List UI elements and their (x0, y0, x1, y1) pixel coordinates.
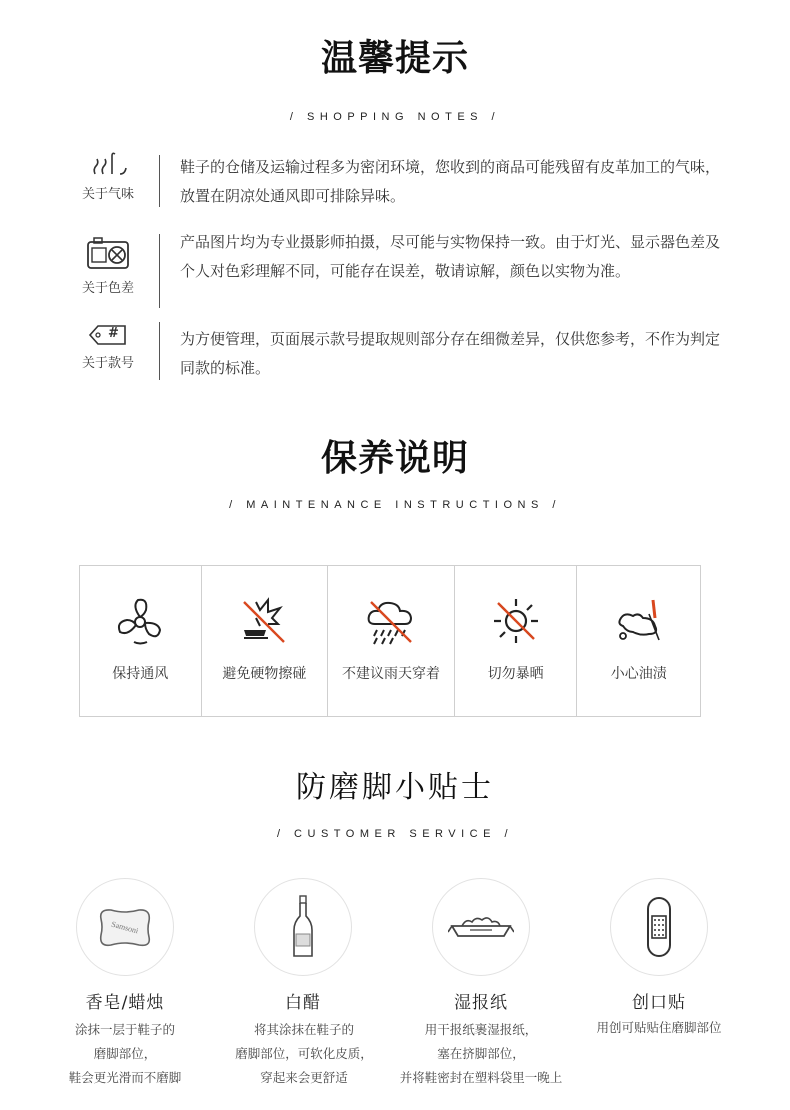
maintenance-title: 保养说明 (320, 438, 469, 479)
maintenance-label: 避免硬物擦碰 (222, 666, 307, 682)
fan-icon (114, 596, 166, 646)
shopping-notes-subtitle: / SHOPPING NOTES / (289, 111, 501, 123)
maintenance-item-no-bump (202, 566, 329, 716)
note-label-smell: 关于气味 (81, 187, 134, 202)
tag-icon (88, 324, 128, 346)
shopping-notes-title: 温馨提示 (320, 38, 469, 79)
tips-title: 防磨脚小贴士 (296, 770, 494, 805)
tip-desc-line: 穿起来会更舒适 (260, 1070, 348, 1085)
camera-icon (86, 236, 132, 270)
maintenance-item-no-rain (328, 566, 455, 716)
tag-symbol: # (108, 326, 119, 341)
note-text-sku: 为方便管理，页面展示款号提取规则部分存在细微差异，仅供您参考，不作为判定同款的标准。 (180, 330, 721, 377)
note-text-color: 产品图片均为专业摄影师拍摄，尽可能与实物保持一致。由于灯光、显示器色差及个人对色彩理解不同，可能存在误差，敬请谅解，颜色以实物为准。 (180, 233, 721, 280)
tip-desc-line: 将其涂抹在鞋子的 (253, 1022, 354, 1037)
maintenance-label: 小心油渍 (610, 666, 667, 682)
tips-subtitle: / CUSTOMER SERVICE / (276, 828, 514, 840)
tip-desc-line: 用干报纸裹湿报纸， (424, 1022, 538, 1037)
no-bump-icon (238, 596, 290, 646)
tip-desc (559, 1016, 759, 1040)
note-divider (159, 155, 160, 207)
vinegar-bottle-icon (254, 878, 352, 976)
tip-desc-line: 用创可贴贴住磨脚部位 (596, 1020, 722, 1035)
no-rain-icon (365, 596, 417, 646)
maintenance-item-ventilate (80, 566, 202, 716)
tip-title: 白醋 (285, 993, 321, 1013)
tip-desc (204, 1018, 404, 1090)
tip-desc (25, 1018, 225, 1090)
tip-desc (381, 1018, 581, 1090)
maintenance-item-no-sun (455, 566, 578, 716)
bandage-icon (610, 878, 708, 976)
tip-title: 香皂/蜡烛 (85, 993, 165, 1013)
note-label-sku: 关于款号 (81, 356, 134, 371)
note-divider (159, 322, 160, 380)
maintenance-subtitle: / MAINTENANCE INSTRUCTIONS / (229, 499, 561, 511)
soap-icon (76, 878, 174, 976)
note-label-color: 关于色差 (81, 281, 134, 296)
wet-paper-icon (432, 878, 530, 976)
tip-desc-line: 并将鞋密封在塑料袋里一晚上 (399, 1070, 563, 1085)
maintenance-grid (79, 565, 701, 717)
oil-stain-icon (613, 596, 665, 646)
maintenance-item-oil (577, 566, 700, 716)
note-divider (159, 234, 160, 308)
maintenance-label: 保持通风 (112, 666, 169, 682)
tip-desc-line: 磨脚部位，可软化皮质， (235, 1046, 373, 1061)
maintenance-label: 不建议雨天穿着 (342, 666, 440, 682)
tip-title: 创口贴 (632, 993, 686, 1013)
no-sun-icon (490, 596, 542, 646)
tip-title: 湿报纸 (454, 993, 508, 1013)
tip-desc-line: 塞在挤脚部位， (437, 1046, 525, 1061)
maintenance-label: 切勿暴晒 (487, 666, 544, 682)
tip-desc-line: 涂抹一层于鞋子的 (74, 1022, 175, 1037)
tip-desc-line: 磨脚部位， (93, 1046, 157, 1061)
smell-icon (92, 150, 128, 176)
note-text-smell: 鞋子的仓储及运输过程多为密闭环境，您收到的商品可能残留有皮革加工的气味，放置在阴凉处通风即可排除异味。 (180, 158, 721, 205)
soap-brand-text: Samsoni (110, 919, 140, 936)
tip-desc-line: 鞋会更光滑而不磨脚 (68, 1070, 182, 1085)
